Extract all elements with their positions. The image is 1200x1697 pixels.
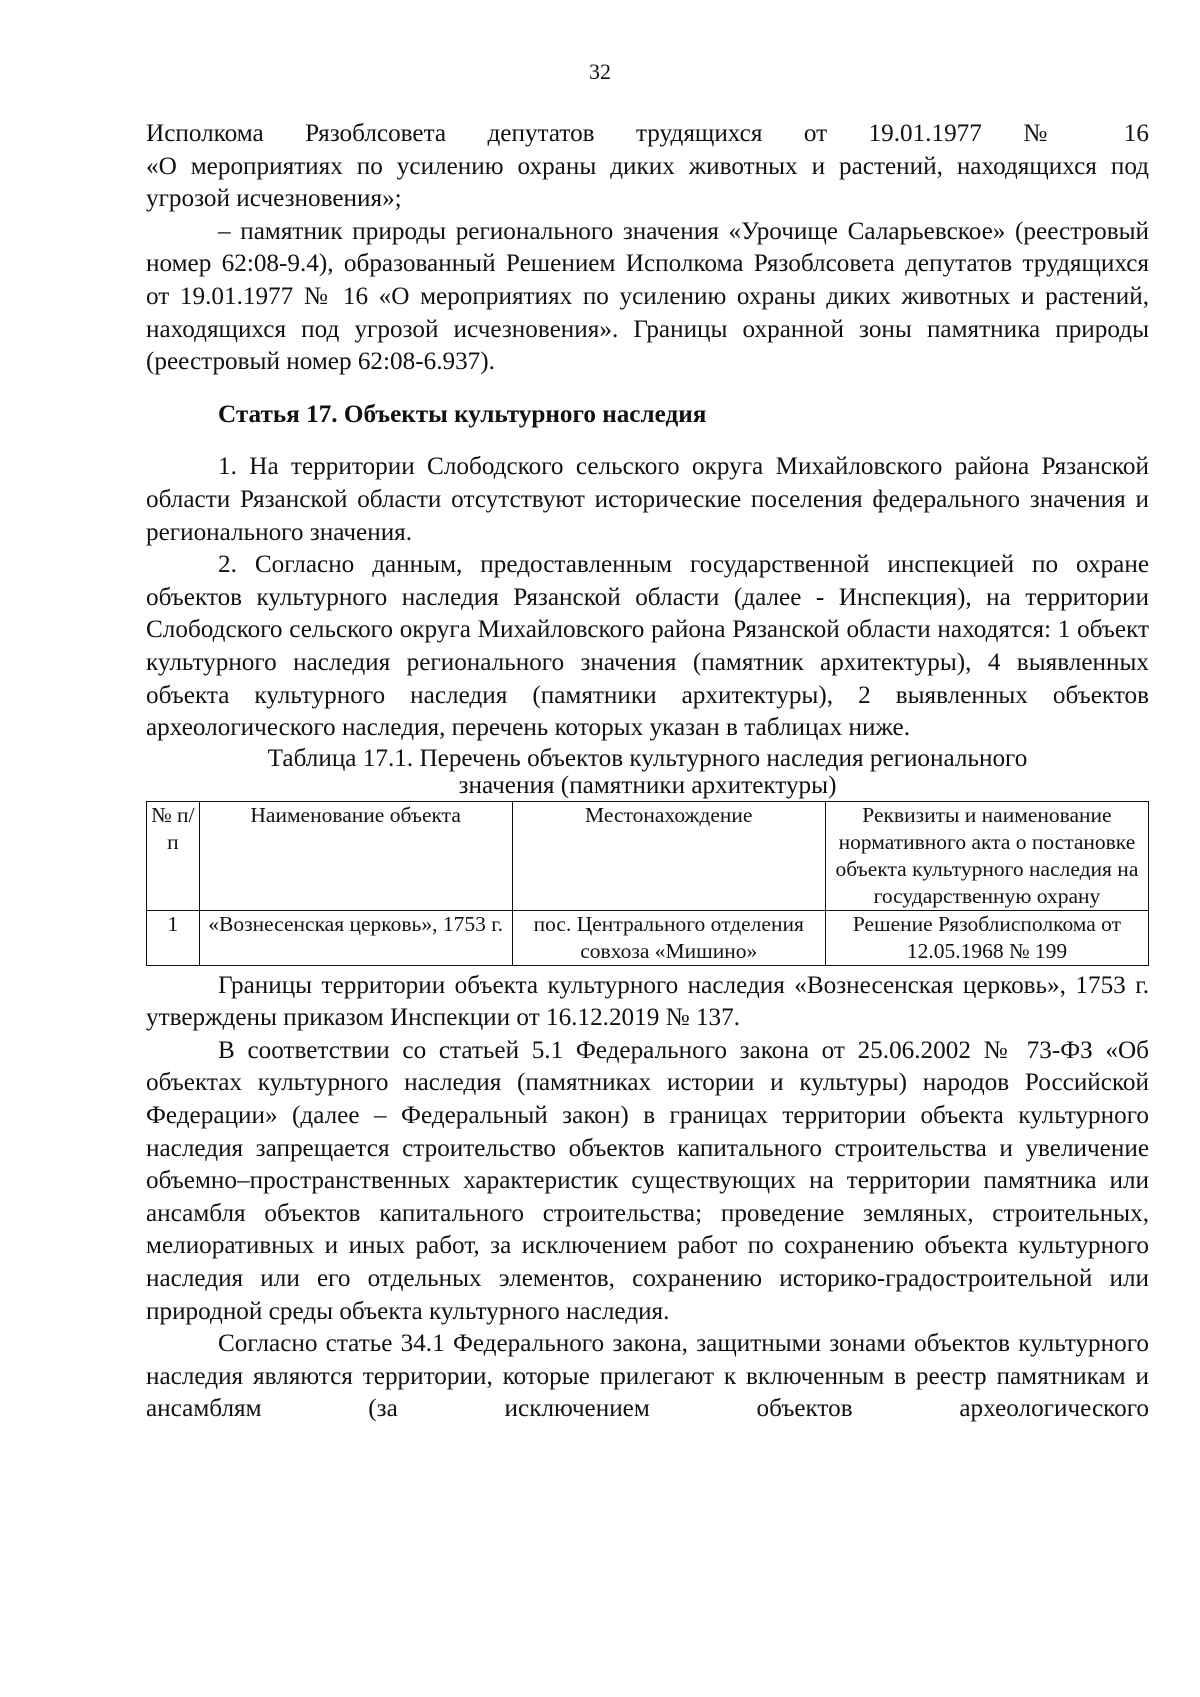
table-caption-line-2: значения (памятники архитектуры) xyxy=(458,771,837,799)
cell-act: Решение Рязоблисполкома от 12.05.1968 № 199 xyxy=(825,910,1148,965)
paragraph-boundaries: Границы территории объекта культурного наследия «Вознесенская церковь», 1753 г. утверждены приказом Инспекции от 16.12.2019 № 137. xyxy=(146,971,1149,1032)
table-row xyxy=(147,910,1149,965)
cell-name: «Вознесенская церковь», 1753 г. xyxy=(199,910,512,965)
heritage-objects-table xyxy=(146,801,1149,966)
paragraph-item-1: 1. На территории Слободского сельского округа Михайловского района Рязанской области Рязанской области отсутствуют исторические поселения федерального значения и регионального значения. xyxy=(146,453,1149,546)
header-name: Наименование объекта xyxy=(199,801,512,910)
paragraph-continuation-rest: «О мероприятиях по усилению охраны диких животных и растений, находящихся под угрозой исчезновения»; xyxy=(146,152,1149,213)
header-act: Реквизиты и наименование нормативного акта о постановке объекта культурного наследия на государственную охрану xyxy=(825,801,1148,910)
header-num: № п/п xyxy=(147,801,200,910)
paragraph-protective-zones: Согласно статье 34.1 Федерального закона, защитными зонами объектов культурного наследия являются территории, которые прилегают к включенным в реестр памятникам и ансамблям (за исключением объектов археологического xyxy=(146,1330,1149,1423)
page-number: 32 xyxy=(589,59,611,84)
table-caption xyxy=(146,745,1149,799)
paragraph-item-2: 2. Согласно данным, предоставленным государственной инспекцией по охране объектов культурного наследия Рязанской области (далее - Инспекция), на территории Слободского сельского округа Михайловского района Рязанской области находятся: 1 объект культурного наследия регионального значения (памятник архитектуры), 4 выявленных объекта культурного наследия (памятники архитектуры), 2 выявленных объектов археологического наследия, перечень которых указан в таблицах ниже. xyxy=(146,551,1149,742)
paragraph-continuation-line: Исполкома Рязоблсовета депутатов трудящихся от 19.01.1977 № 16 xyxy=(146,120,1149,147)
paragraph-nature-monument: – памятник природы регионального значения «Урочище Саларьевское» (реестровый номер 62:08-9.4), образованный Решением Исполкома Рязоблсовета депутатов трудящихся от 19.01.1977 № 16 «О мероприятиях по усилению охраны диких животных и растений, находящихся под угрозой исчезновения». Границы охранной зоны памятника природы (реестровый номер 62:08-6.937). xyxy=(146,217,1149,376)
table-caption-line-1: Таблица 17.1. Перечень объектов культурного наследия регионального xyxy=(267,744,1028,772)
paragraph-federal-law: В соответствии со статьей 5.1 Федерального закона от 25.06.2002 № 73-ФЗ «Об объектах культурного наследия (памятниках истории и культуры) народов Российской Федерации» (далее – Федеральный закон) в границах территории объекта культурного наследия запрещается строительство объектов капитального строительства и увеличение объемно–пространственных характеристик существующих на территории памятника или ансамбля объектов капитального строительства; проведение земляных, строительных, мелиоративных и иных работ, за исключением работ по сохранению объекта культурного наследия или его отдельных элементов, сохранению историко-градостроительной или природной среды объекта культурного наследия. xyxy=(146,1036,1149,1325)
table-header-row xyxy=(147,801,1149,910)
cell-location: пос. Центрального отделения совхоза «Мишино» xyxy=(512,910,825,965)
article-heading: Статья 17. Объекты культурного наследия xyxy=(218,400,707,428)
cell-num: 1 xyxy=(147,910,200,965)
page-content xyxy=(146,118,1149,1426)
header-location: Местонахождение xyxy=(512,801,825,910)
